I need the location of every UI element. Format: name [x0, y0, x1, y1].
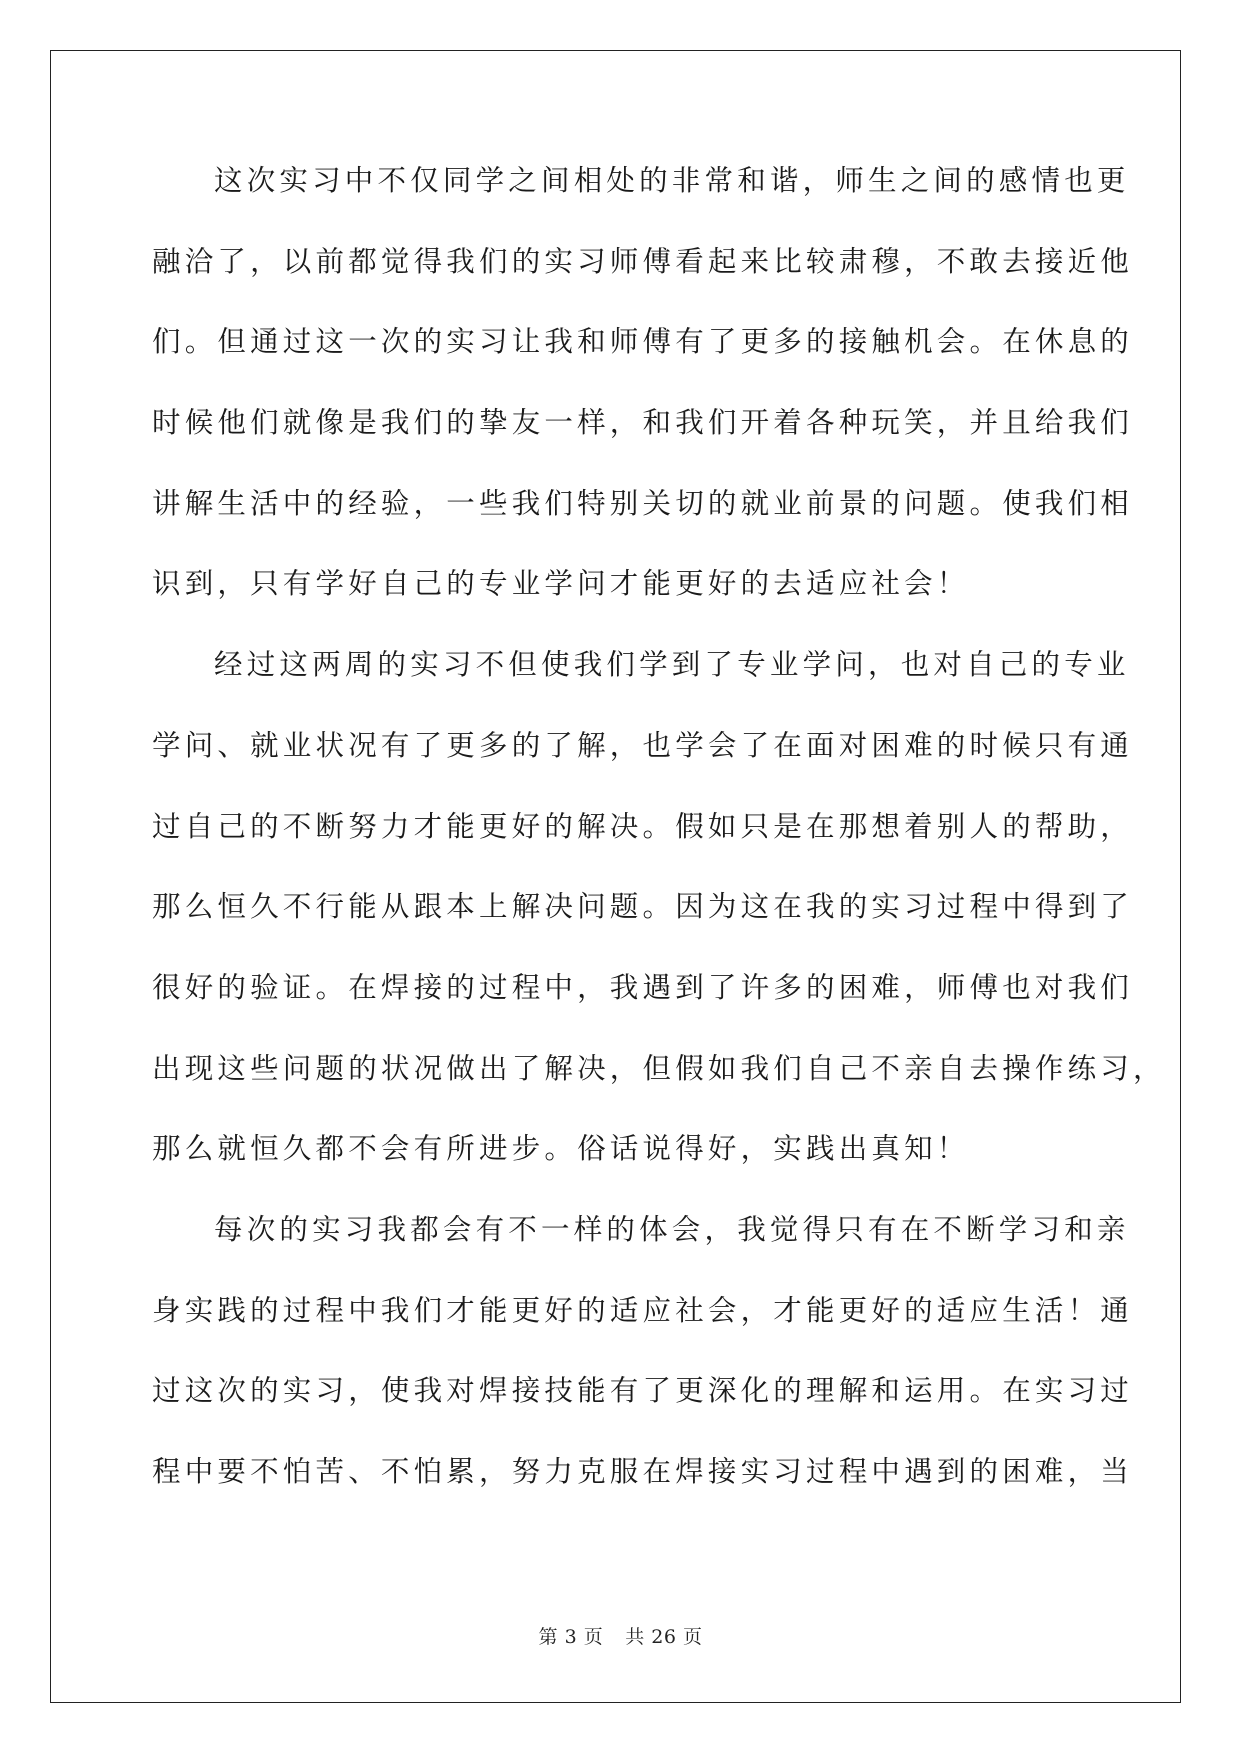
page-total: 共 26 页	[625, 1626, 703, 1648]
text-line: 程中要不怕苦、不怕累，努力克服在焊接实习过程中遇到的困难，当	[152, 1455, 1134, 1488]
text-line: 过这次的实习，使我对焊接技能有了更深化的理解和运用。在实习过	[152, 1374, 1134, 1408]
text-line: 学问、就业状况有了更多的了解，也学会了在面对困难的时候只有通	[152, 728, 1134, 762]
text-line: 识到，只有学好自己的专业学问才能更好的去适应社会！	[152, 567, 970, 601]
text-line: 过自己的不断努力才能更好的解决。假如只是在那想着别人的帮助，	[152, 809, 1134, 843]
text-line: 那么恒久不行能从跟本上解决问题。因为这在我的实习过程中得到了	[152, 890, 1134, 924]
text-line: 经过这两周的实习不但使我们学到了专业学问，也对自己的专业	[214, 648, 1130, 682]
page-footer	[0, 1622, 1241, 1649]
text-line: 那么就恒久都不会有所进步。俗话说得好，实践出真知！	[152, 1132, 970, 1166]
text-line: 身实践的过程中我们才能更好的适应社会，才能更好的适应生活！通	[152, 1293, 1134, 1327]
text-line: 讲解生活中的经验，一些我们特别关切的就业前景的问题。使我们相	[152, 486, 1134, 520]
text-line: 们。但通过这一次的实习让我和师傅有了更多的接触机会。在休息的	[152, 325, 1134, 359]
text-line: 出现这些问题的状况做出了解决，但假如我们自己不亲自去操作练习，	[152, 1051, 1166, 1085]
text-line: 每次的实习我都会有不一样的体会，我觉得只有在不断学习和亲	[214, 1212, 1130, 1246]
text-line: 融洽了，以前都觉得我们的实习师傅看起来比较肃穆，不敢去接近他	[152, 244, 1134, 278]
text-line: 时候他们就像是我们的挚友一样，和我们开着各种玩笑，并且给我们	[152, 406, 1134, 440]
page-number: 第 3 页	[538, 1626, 604, 1648]
text-line: 很好的验证。在焊接的过程中，我遇到了许多的困难，师傅也对我们	[152, 970, 1134, 1004]
document-body	[152, 160, 1166, 1532]
text-line: 这次实习中不仅同学之间相处的非常和谐，师生之间的感情也更	[214, 164, 1130, 197]
